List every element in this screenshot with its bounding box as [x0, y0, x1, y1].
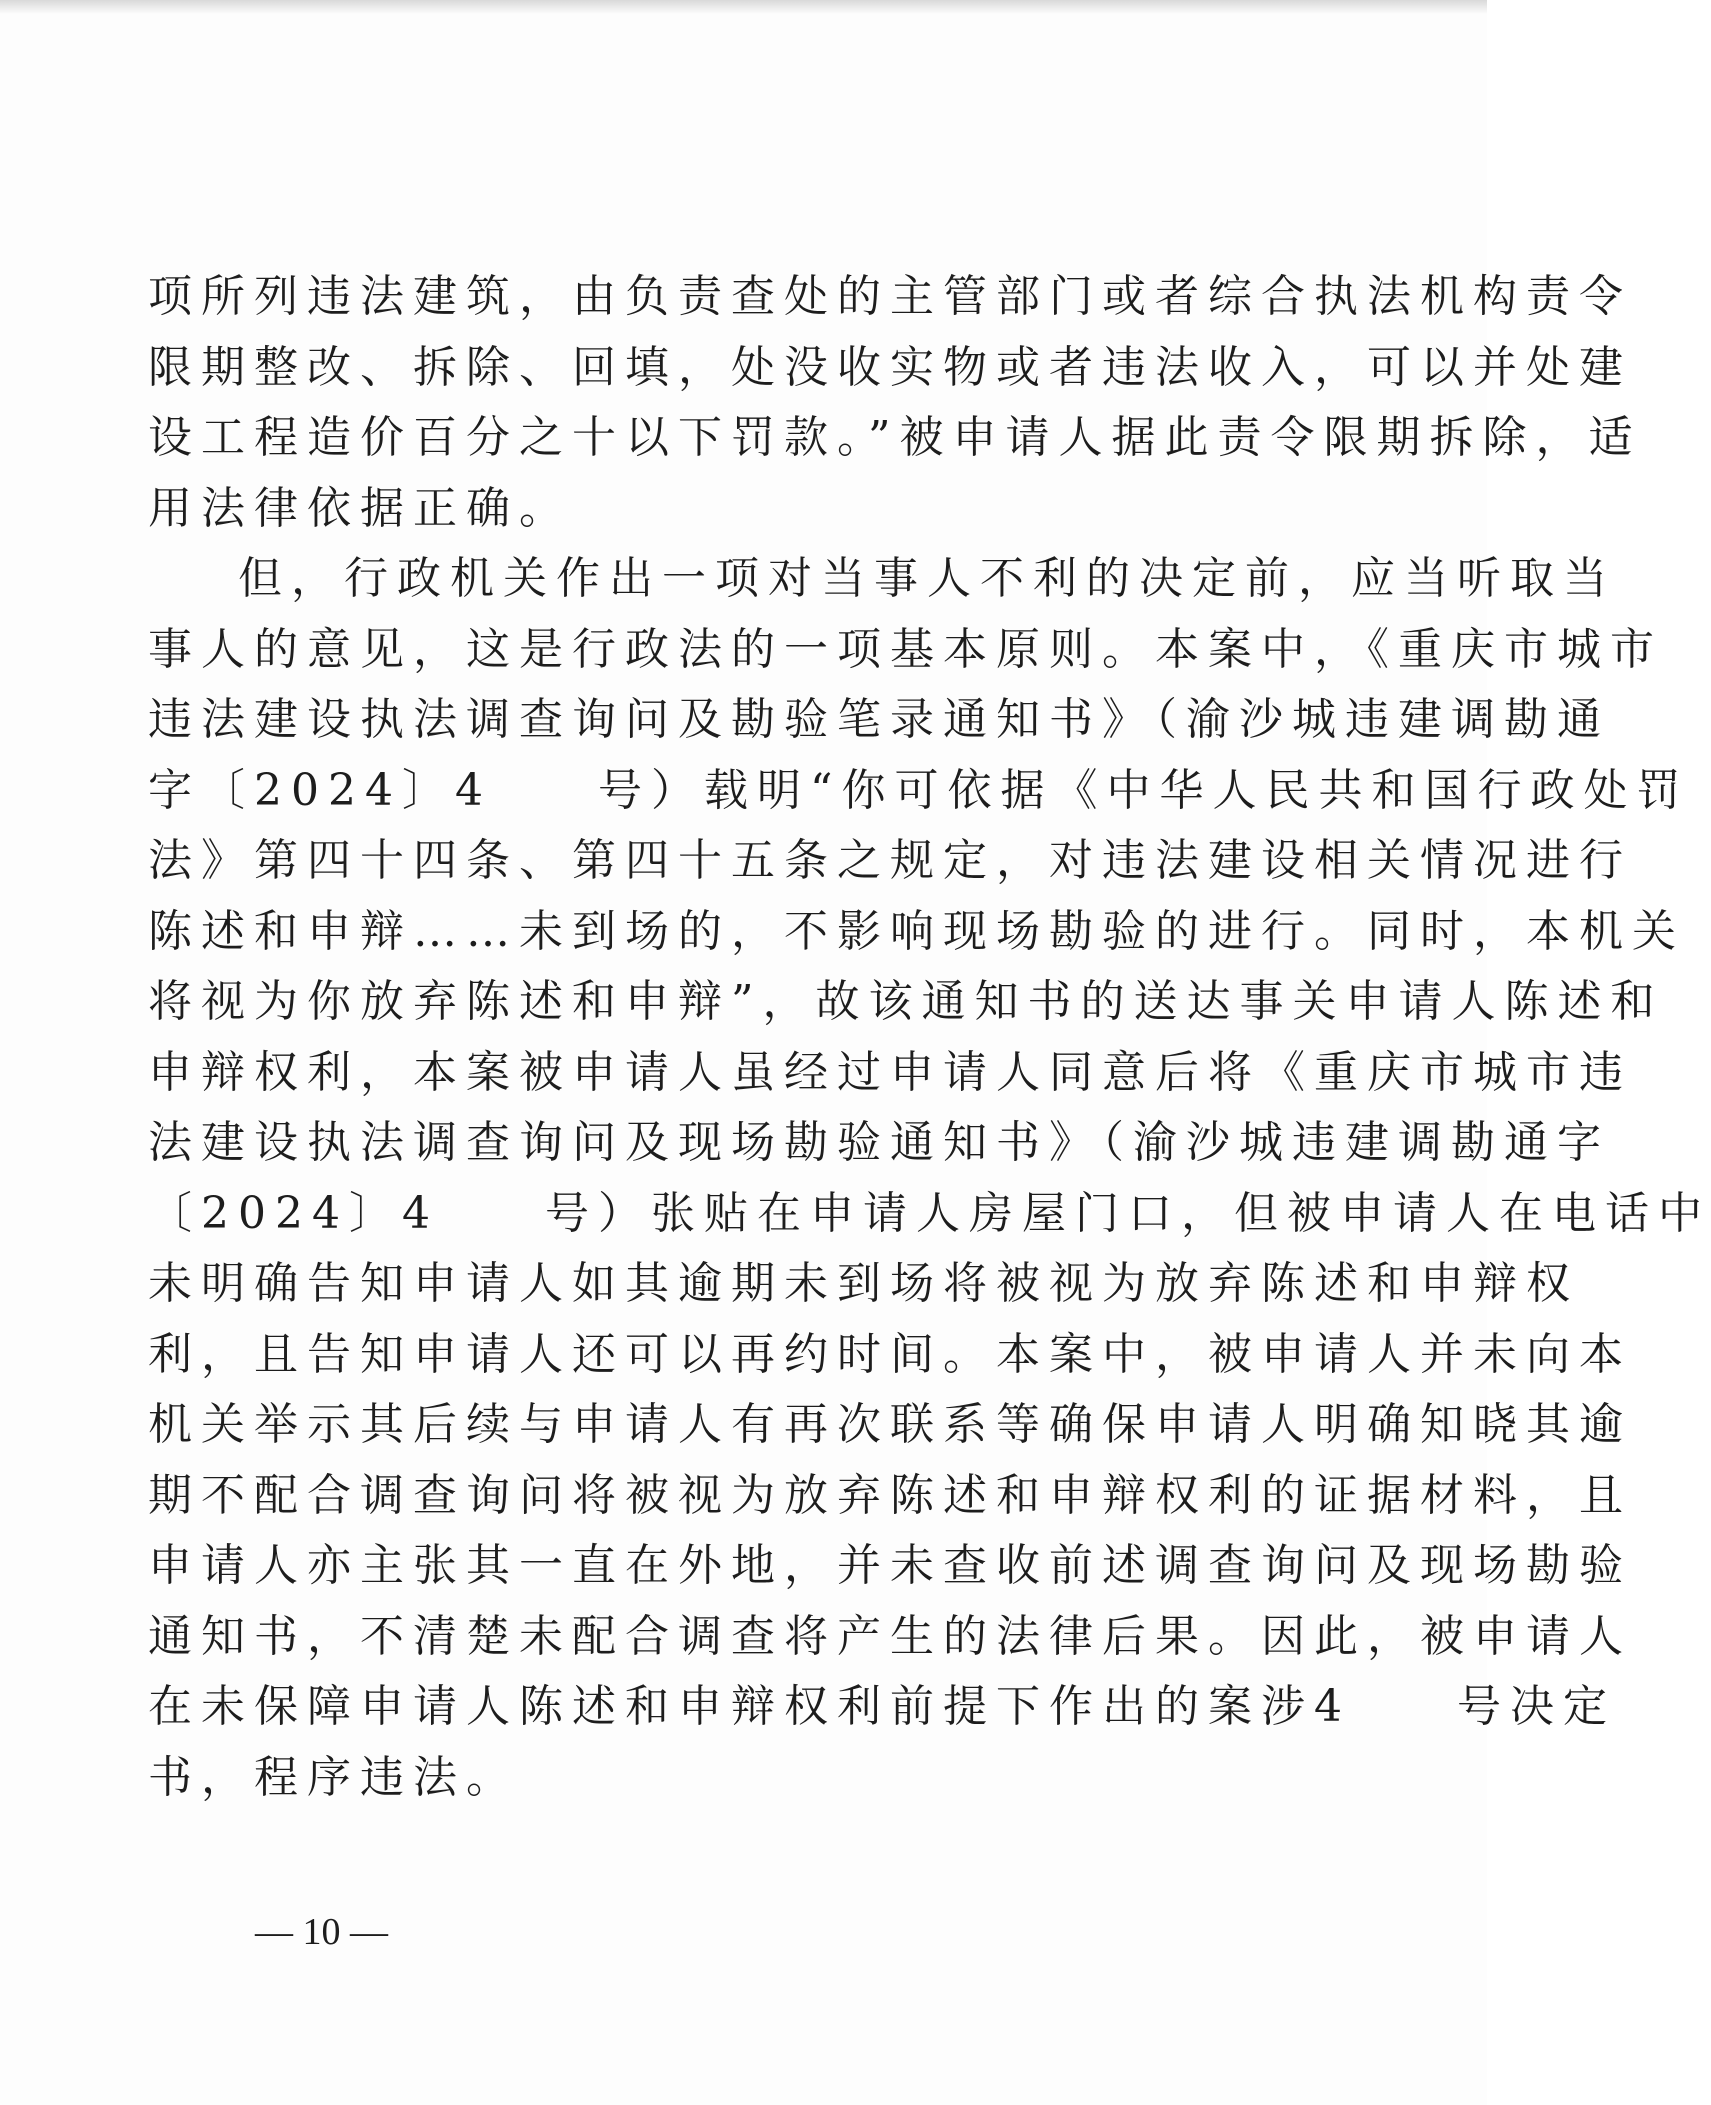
text-line: 陈述和申辩……未到场的，不影响现场勘验的进行。同时，本机关 — [148, 905, 1685, 957]
text-line: 将视为你放弃陈述和申辩”，故该通知书的送达事关申请人陈述和 — [148, 976, 1664, 1027]
text-line: 用法律依据正确。 — [148, 482, 572, 534]
text-line: 法建设执法调查询问及现场勘验通知书》（渝沙城违建调勘通字 — [148, 1117, 1610, 1168]
text-line: 申请人亦主张其一直在外地，并未查收前述调查询问及现场勘验 — [148, 1540, 1632, 1591]
scan-edge-shadow — [0, 0, 1487, 14]
text-line: 利，且告知申请人还可以再约时间。本案中，被申请人并未向本 — [148, 1328, 1632, 1380]
text-line: 违法建设执法调查询问及勘验笔录通知书》（渝沙城违建调勘通 — [148, 694, 1610, 745]
text-line: 法》第四十四条、第四十五条之规定，对违法建设相关情况进行 — [148, 835, 1632, 886]
text-line: 事人的意见，这是行政法的一项基本原则。本案中，《重庆市城市 — [148, 623, 1663, 675]
text-line: 通知书，不清楚未配合调查将产生的法律后果。因此，被申请人 — [148, 1610, 1632, 1662]
text-line: 〔2024〕4 号）张贴在申请人房屋门口，但被申请人在电话中 — [148, 1187, 1711, 1239]
text-line: 机关举示其后续与申请人有再次联系等确保申请人明确知晓其逾 — [148, 1399, 1632, 1450]
text-line: 在未保障申请人陈述和申辩权利前提下作出的案涉4 号决定 — [148, 1681, 1616, 1732]
text-line: 申辩权利，本案被申请人虽经过申请人同意后将《重庆市城市违 — [148, 1046, 1632, 1098]
text-line: 字〔2024〕4 号）载明“你可依据《中华人民共和国行政处罚 — [148, 764, 1690, 816]
text-line: 设工程造价百分之十以下罚款。”被申请人据此责令限期拆除，适 — [148, 412, 1642, 463]
paragraph-start-line: 但，行政机关作出一项对当事人不利的决定前，应当听取当 — [238, 553, 1616, 604]
text-line: 未明确告知申请人如其逾期未到场将被视为放弃陈述和申辩权 — [148, 1258, 1579, 1309]
text-line: 项所列违法建筑，由负责查处的主管部门或者综合执法机构责令 — [148, 271, 1632, 322]
page-number: — 10 — — [255, 1911, 388, 1953]
text-line: 限期整改、拆除、回填，处没收实物或者违法收入，可以并处建 — [148, 341, 1632, 393]
body-text — [148, 262, 1711, 1813]
text-line: 期不配合调查询问将被视为放弃陈述和申辩权利的证据材料，且 — [148, 1469, 1632, 1521]
text-line: 书，程序违法。 — [148, 1751, 519, 1803]
